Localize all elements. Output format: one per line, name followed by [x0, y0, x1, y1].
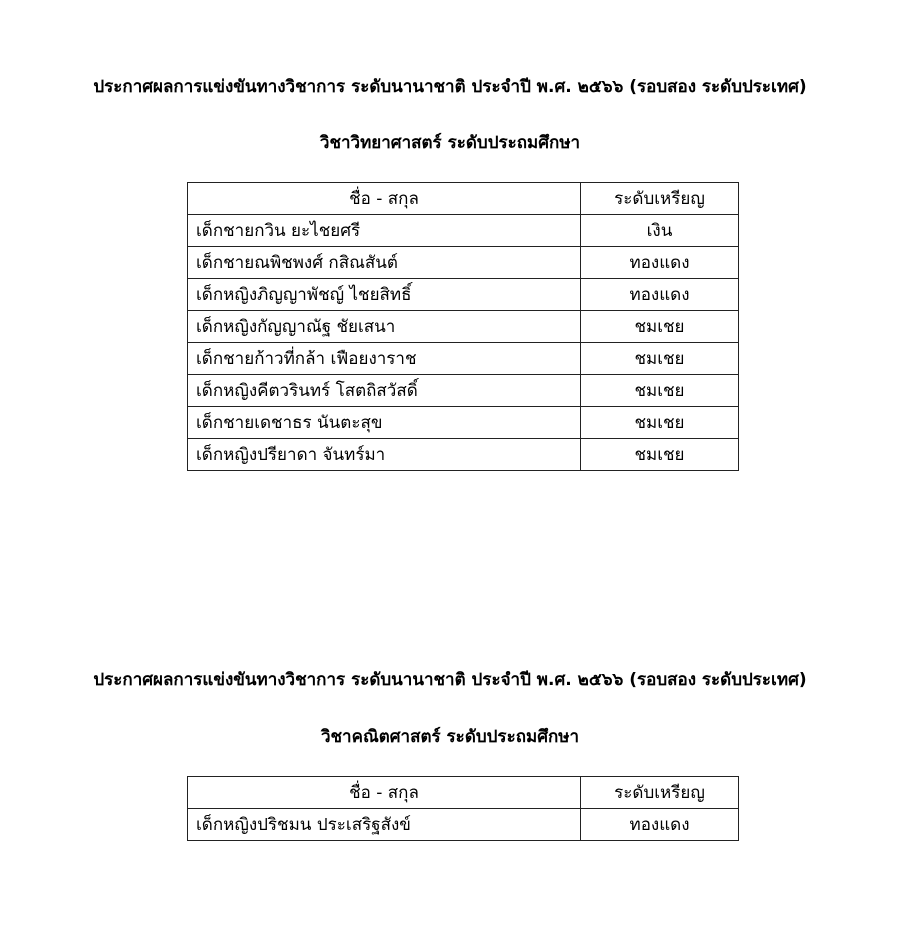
medal-level: เงิน [581, 215, 739, 247]
medal-level: ชมเชย [581, 439, 739, 471]
announcement-title: ประกาศผลการแข่งขันทางวิชาการ ระดับนานาชาติ ประจำปี พ.ศ. ๒๕๖๖ (รอบสอง ระดับประเทศ) [93, 77, 807, 97]
table-row [188, 439, 739, 471]
subject-heading-math [0, 726, 900, 748]
medal-level: ชมเชย [581, 311, 739, 343]
student-name: เด็กหญิงคีตวรินทร์ โสตถิสวัสดิ์ [188, 375, 581, 407]
medal-level: ทองแดง [581, 247, 739, 279]
table-row [188, 311, 739, 343]
student-name: เด็กหญิงภิญญาพัชญ์ ไชยสิทธิ์ [188, 279, 581, 311]
student-name: เด็กชายก้าวที่กล้า เฟือยงาราช [188, 343, 581, 375]
student-name: เด็กชายณพิชพงศ์ กสิณสันต์ [188, 247, 581, 279]
subject-heading-science [0, 132, 900, 154]
announcement-title: ประกาศผลการแข่งขันทางวิชาการ ระดับนานาชาติ ประจำปี พ.ศ. ๒๕๖๖ (รอบสอง ระดับประเทศ) [93, 670, 807, 690]
table-header-row [188, 777, 739, 809]
table-row [188, 407, 739, 439]
student-name: เด็กหญิงกัญญาณัฐ ชัยเสนา [188, 311, 581, 343]
subject-subtitle: วิชาคณิตศาสตร์ ระดับประถมศึกษา [320, 727, 580, 747]
table-header-row [188, 183, 739, 215]
medal-level: ชมเชย [581, 407, 739, 439]
table-row [188, 809, 739, 841]
table-row [188, 343, 739, 375]
student-name: เด็กหญิงปรียาดา จันทร์มา [188, 439, 581, 471]
announcement-title-math [0, 669, 900, 691]
table-row [188, 247, 739, 279]
header-medal: ระดับเหรียญ [581, 183, 739, 215]
medal-level: ทองแดง [581, 809, 739, 841]
medal-level: ทองแดง [581, 279, 739, 311]
student-name: เด็กชายกวิน ยะไชยศรี [188, 215, 581, 247]
announcement-title-science [0, 76, 900, 98]
header-name: ชื่อ - สกุล [188, 777, 581, 809]
table-row [188, 215, 739, 247]
header-medal: ระดับเหรียญ [581, 777, 739, 809]
results-table-science [187, 182, 739, 471]
subject-subtitle: วิชาวิทยาศาสตร์ ระดับประถมศึกษา [319, 133, 581, 153]
table-row [188, 375, 739, 407]
results-table-math [187, 776, 739, 841]
medal-level: ชมเชย [581, 343, 739, 375]
medal-level: ชมเชย [581, 375, 739, 407]
table-row [188, 279, 739, 311]
student-name: เด็กหญิงปริชมน ประเสริฐสังข์ [188, 809, 581, 841]
student-name: เด็กชายเดชาธร นันตะสุข [188, 407, 581, 439]
header-name: ชื่อ - สกุล [188, 183, 581, 215]
